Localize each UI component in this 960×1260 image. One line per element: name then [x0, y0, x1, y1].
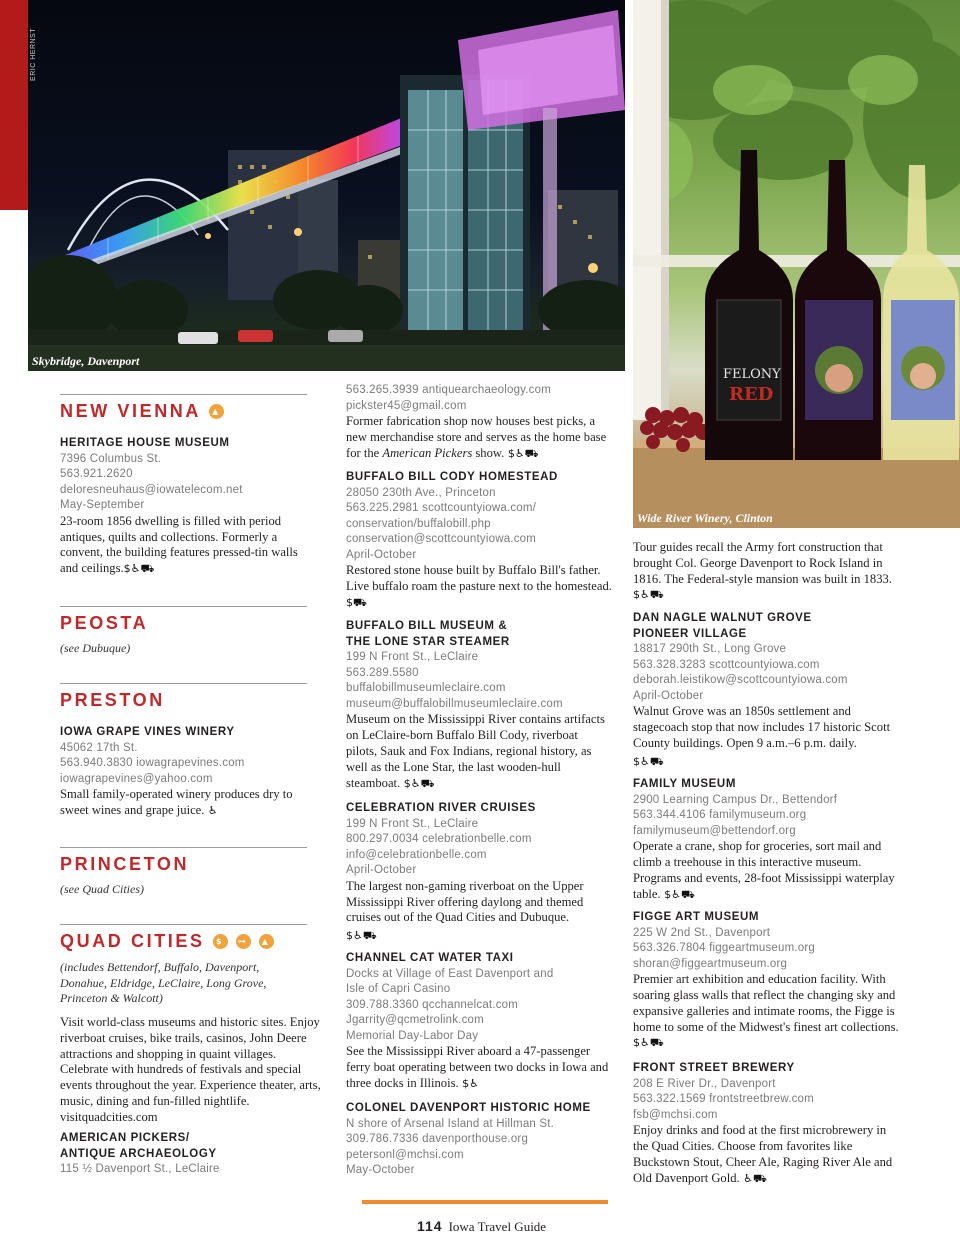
divider: [60, 606, 307, 607]
town-princeton: PRINCETON: [60, 854, 190, 874]
listing-phone: 563.328.3283 scottcountyiowa.com: [633, 658, 820, 671]
listing-figge: [633, 910, 903, 1051]
listing-season: Memorial Day-Labor Day: [346, 1029, 479, 1042]
divider: [60, 394, 307, 395]
listing-desc: Operate a crane, shop for groceries, sort mail and climb a treehouse in this interactive museum. Programs and events, 28-foot Mississippi waterplay table.: [633, 839, 895, 901]
listing-phone: 563.265.3939 antiquearchaeology.com: [346, 384, 551, 396]
listing-cody-homestead: [346, 470, 612, 611]
listing-title: HERITAGE HOUSE MUSEUM: [60, 437, 230, 449]
quad-desc: Visit world-class museums and historic sites. Enjoy riverboat cruises, bike trails, casinos, John Deere attractions and shopping in quaint villages. Celebrate with hundreds of festivals and special events throughout the year. Experience theater, arts, music, dining and fun-filled nightlife. visitquadcities.com: [60, 1015, 321, 1124]
page-footer: [417, 1218, 546, 1235]
divider: [60, 924, 307, 925]
listing-desc: 23-room 1856 dwelling is filled with period antiques, quilts and collections. Formerly a convent, the building features pressed-tin walls and ceilings.: [60, 513, 298, 576]
listing-title: FRONT STREET BREWERY: [633, 1062, 795, 1074]
listing-address: 45062 17th St.: [60, 741, 138, 754]
listing-desc: Enjoy drinks and food at the first microbrewery in the Quad Cities. Choose from favorites like Buckstown Stout, Cheer Ale, Raging River Ale and Old Davenport Gold.: [633, 1123, 893, 1185]
skybridge-caption: Skybridge, Davenport: [32, 354, 140, 368]
listing-heritage-house: [60, 436, 307, 577]
listing-address: 18817 290th St., Long Grove: [633, 643, 787, 655]
listing-address: 28050 230th Ave., Princeton: [346, 486, 496, 499]
dollar-icon: $⛟: [346, 596, 367, 610]
listing-desc: Restored stone house built by Buffalo Bill's father. Live buffalo roam the pasture next to the homestead.: [346, 563, 612, 594]
listing-desc: Small family-operated winery produces dry to sweet wines and grape juice.: [60, 787, 293, 818]
listing-email: iowagrapevines@yahoo.com: [60, 772, 213, 785]
wheelchair-icon: $♿⛟: [400, 776, 435, 790]
accessible-icon: $♿⛟: [123, 562, 155, 576]
listing-buffalo-bill-museum: [346, 619, 612, 791]
wheelchair-icon: ♿⛟: [739, 1171, 767, 1185]
listing-phone: 563.326.7804 figgeartmuseum.org: [633, 942, 816, 955]
listing-email: familymuseum@bettendorf.org: [633, 824, 796, 837]
svg-text:RED: RED: [729, 384, 774, 405]
town-peosta: PEOSTA: [60, 613, 149, 633]
tag-icon: ▲: [259, 934, 274, 949]
listing-phone: 563.289.5580: [346, 666, 419, 679]
listing-title: THE LONE STAR STEAMER: [346, 635, 510, 648]
listing-front-street: [633, 1061, 903, 1186]
listing-phone: 309.786.7336 davenporthouse.org: [346, 1133, 529, 1146]
listing-url: buffalobillmuseumleclaire.com: [346, 682, 506, 695]
listing-season: May-September: [60, 499, 145, 512]
listing-address: 225 W 2nd St., Davenport: [633, 926, 771, 939]
accessible-icon: $♿⛟: [346, 929, 377, 943]
bus-icon: $♿⛟: [504, 446, 539, 460]
red-edge-tab: [0, 0, 28, 210]
listing-season: May-October: [346, 1164, 415, 1177]
listing-title: DAN NAGLE WALNUT GROVE: [633, 612, 812, 624]
listing-phone: 563.940.3830 iowagrapevines.com: [60, 757, 245, 770]
listing-season: April-October: [633, 689, 704, 702]
see-reference: (see Quad Cities): [60, 882, 144, 896]
listing-email: conservation@scottcountyiowa.com: [346, 533, 537, 546]
listing-pickers-cont: 563.265.3939 antiquearchaeology.com pickster45@gmail.com Former fabrication shop now houses best picks, a new merchandise store and serves as the home base for the American Pickers show. $♿⛟: [346, 383, 612, 462]
town-quad-cities: QUAD CITIES $ ⊶ ▲: [60, 931, 274, 952]
listing-email: fsb@mchsi.com: [633, 1108, 718, 1121]
listing-phone: 563.322.1569 frontstreetbrew.com: [633, 1093, 814, 1106]
see-reference: (see Dubuque): [60, 641, 131, 655]
listing-address: 2900 Learning Campus Dr., Bettendorf: [633, 793, 838, 806]
listing-american-pickers: [60, 1131, 307, 1178]
listing-title: ANTIQUE ARCHAEOLOGY: [60, 1147, 217, 1160]
listing-title: CHANNEL CAT WATER TAXI: [346, 952, 514, 964]
winery-caption: Wide River Winery, Clinton: [637, 511, 773, 525]
listing-title: AMERICAN PICKERS/: [60, 1132, 190, 1144]
dollar-icon: $: [213, 934, 228, 949]
quad-includes: (includes Bettendorf, Buffalo, Davenport, Donahue, Eldridge, LeClaire, Long Grove, Princeton & Walcott): [60, 960, 267, 1005]
listing-title: FIGGE ART MUSEUM: [633, 911, 760, 923]
listing-url: conservation/buffalobill.php: [346, 517, 491, 530]
listing-address: 7396 Columbus St.: [60, 452, 162, 465]
listing-email: shoran@figgeartmuseum.org: [633, 957, 788, 970]
dollar-icon: $♿: [458, 1077, 479, 1091]
bus-icon: $♿⛟: [633, 754, 664, 768]
listing-phone: 563.225.2981 scottcountyiowa.com/: [346, 502, 537, 515]
listing-email: deloresneuhaus@iowatelecom.net: [60, 483, 243, 496]
footer-accent-bar: [362, 1200, 608, 1204]
listing-dan-nagle: [633, 611, 903, 770]
colonel-desc: Tour guides recall the Army fort construction that brought Col. George Davenport to Rock Island in 1816. The Federal-style mansion was built in 1833. $♿⛟: [633, 540, 892, 602]
listing-season: April-October: [346, 548, 417, 561]
listing-title: BUFFALO BILL MUSEUM &: [346, 620, 508, 632]
town-new-vienna: NEW VIENNA ▲: [60, 401, 224, 422]
listing-family-museum: [633, 777, 903, 902]
listing-title: IOWA GRAPE VINES WINERY: [60, 726, 235, 738]
listing-grape-vines: [60, 725, 307, 819]
town-preston: PRESTON: [60, 690, 165, 710]
listing-desc: Premier art exhibition and education facility. With soaring glass walls that reflect the changing sky and expansive galleries and intimate rooms, the Figge is home to some of the Midwest's finest art collections.: [633, 972, 899, 1034]
wheelchair-icon: $♿⛟: [660, 887, 695, 901]
dollar-icon: $♿⛟: [633, 588, 664, 602]
listing-phone: 563.921.2620: [60, 468, 133, 481]
listing-address: N shore of Arsenal Island at Hillman St.: [346, 1117, 555, 1130]
listing-email: museum@buffalobillmuseumleclaire.com: [346, 697, 563, 710]
listing-season: April-October: [346, 864, 417, 877]
listing-phone: 309.788.3360 qcchannelcat.com: [346, 998, 519, 1011]
publication-title: Iowa Travel Guide: [448, 1219, 547, 1234]
listing-desc: See the Mississippi River aboard a 47-passenger ferry boat operating between two docks in Iowa and three docks in Illinois.: [346, 1044, 609, 1091]
listing-title: COLONEL DAVENPORT HISTORIC HOME: [346, 1102, 591, 1114]
skybridge-photo: [28, 0, 625, 371]
listing-address: 208 E River Dr., Davenport: [633, 1077, 776, 1090]
listing-phone: 800.297.0034 celebrationbelle.com: [346, 833, 532, 846]
listing-title: BUFFALO BILL CODY HOMESTEAD: [346, 471, 558, 483]
tag-icon: ⊶: [236, 934, 251, 949]
listing-title: FAMILY MUSEUM: [633, 778, 737, 790]
listing-address: Isle of Capri Casino: [346, 983, 451, 996]
photo-credit: ERIC HERNST: [30, 28, 37, 81]
divider: [60, 847, 307, 848]
wheelchair-icon: ♿: [204, 804, 218, 818]
bottle-label-text: FELONY: [723, 367, 781, 382]
winery-photo: [633, 0, 960, 528]
page-number: 114: [417, 1218, 443, 1234]
listing-address: 199 N Front St., LeClaire: [346, 817, 479, 830]
listing-email: pickster45@gmail.com: [346, 399, 467, 412]
listing-phone: 563.344.4106 familymuseum.org: [633, 809, 807, 822]
listing-desc: The largest non-gaming riverboat on the Upper Mississippi River offering daylong and themed cruises out of the Quad Cities and Dubuque.: [346, 878, 584, 925]
listing-address: 115 ½ Davenport St., LeClaire: [60, 1163, 220, 1175]
listing-address: 199 N Front St., LeClaire: [346, 651, 479, 663]
listing-celebration-cruises: [346, 801, 612, 944]
listing-desc: Walnut Grove was an 1850s settlement and stagecoach stop that now includes 17 historic Scott County buildings. Open 9 a.m.–6 p.m. daily.: [633, 704, 891, 750]
listing-title: PIONEER VILLAGE: [633, 627, 747, 640]
listing-desc: Museum on the Mississippi River contains artifacts on LeClaire-born Buffalo Bill Cody, riverboat pilots, Sauk and Fox Indians, regional history, as well as the Lone Star, the last wooden-hull steamboat.: [346, 712, 605, 790]
divider: [60, 683, 307, 684]
tag-icon: ▲: [209, 404, 224, 419]
listing-address: Docks at Village of East Davenport and: [346, 967, 554, 980]
listing-colonel-davenport: [346, 1101, 612, 1179]
listing-email: petersonl@mchsi.com: [346, 1148, 464, 1161]
listing-channel-cat: [346, 951, 612, 1092]
listing-email: deborah.leistikow@scottcountyiowa.com: [633, 674, 848, 687]
listing-email: Jgarrity@qcmetrolink.com: [346, 1014, 484, 1027]
listing-title: CELEBRATION RIVER CRUISES: [346, 802, 536, 814]
listing-email: info@celebrationbelle.com: [346, 848, 487, 861]
dollar-icon: $♿⛟: [633, 1036, 664, 1050]
